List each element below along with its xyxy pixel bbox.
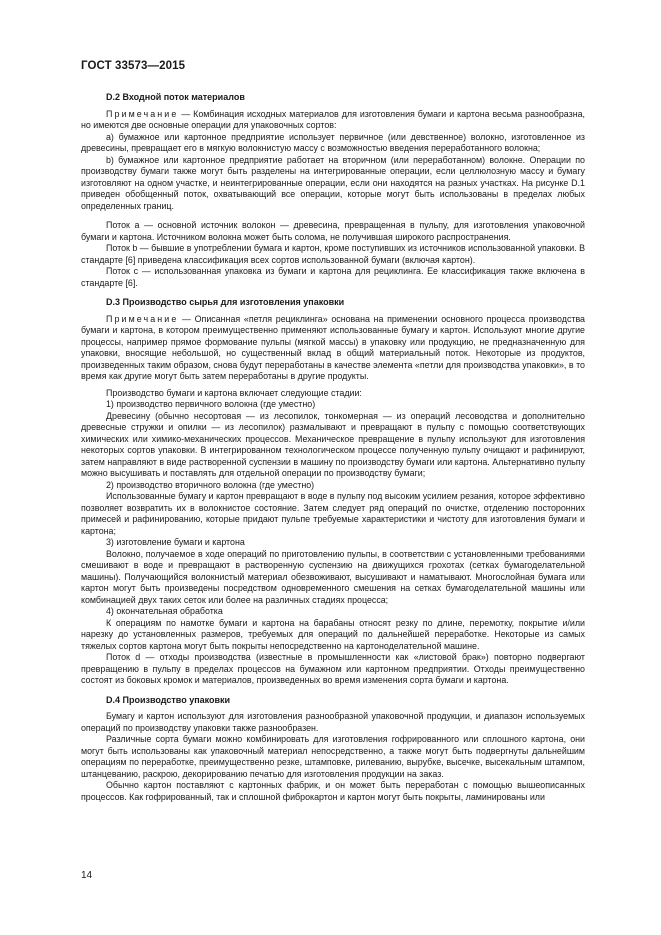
section-d4-paragraph-1: Бумагу и картон используют для изготовления разнообразной упаковочной продукции, и диапазон используемых операций по производству упаковки также разнообразен. (81, 711, 585, 733)
section-d4-paragraph-2: Различные сорта бумаги можно комбинировать для изготовления гофрированного или сплошного картона, они могут быть использованы как упаковочный материал непосредственно, а также могут быть подвергнуты дальнейшим операциям по переработке, преимущественно резке, штамповке, рилеванию, вырубке, высечке, высекальным штампом, штанцеванию, раскрою, декорированию печатью для изготовления продукции на заказ. (81, 734, 585, 779)
stage-3-text: Волокно, получаемое в ходе операций по приготовлению пульпы, в соответствии с установленными требованиями смешивают в воде и превращают в растворенную суспензию на движущихся грохотах (сетках бумагоделательной машины). Получающийся волокнистый материал обезвоживают, высушивают и наматывают. Многослойная бумага или картон могут быть произведены посредством одновременного смешения на сетках бумагоделательной машины или комбинацией двух таких сеток или более на различных стадиях процесса; (81, 548, 585, 605)
note-text: — Комбинация исходных материалов для изготовления бумаги и картона весьма разнообразна, но имеются две основные операции для упаковочных сортов: (81, 108, 585, 130)
section-d2-title: D.2 Входной поток материалов (106, 92, 245, 102)
section-d3-title: D.3 Производство сырья для изготовления упаковки (106, 297, 345, 307)
section-d4-title: D.4 Производство упаковки (106, 694, 231, 705)
stage-1-text: Древесину (обычно несортовая — из лесопилок, тонкомерная — из операций лесоводства и дополнительно древесные стружки и опилки — из лесопилок) размалывают и превращают в пульпу с помощью соответствующих химических или химико-механических процессов. Механическое превращение в пульпу используют для изготовления некоторых сортов упаковки. В интегрированном технологическом процессе полученную пульпу очищают и рафинируют, затем направляют в виде растворенной суспензии в машину по производству бумаги или картона. Альтернативно пульпу можно высушивать и поставлять для отдельной операции по производству бумаги; (81, 410, 585, 478)
stream-d-paragraph: Поток d — отходы производства (известные в промышленности как «листовой брак») повторно подвергают превращению в пульпу в пределах процессов на бумажном или картонном предприятии. Отходы преимущественно состоят из боковых кромок и материалов, произведенных во время изменения сорта бумаги и картона. (81, 652, 585, 685)
section-d2-item-b: b) бумажное или картонное предприятие работает на вторичном (или переработанном) волокне. Операции по производству бумаги также могут быть разделены на интегрированные операции, если целлюлозную массу и бумагу изготовляют на одном участке, и неинтегрированные операции, если они находятся на разных участках. На рисунке D.1 приведен обобщенный поток, охватывающий все операции, которые могут быть использованы в пределах любых определенных границ. (81, 154, 585, 211)
section-d3-note (81, 314, 585, 383)
section-d2-note (81, 109, 585, 132)
document-body (81, 92, 585, 803)
stages-intro: Производство бумаги и картона включает следующие стадии: (106, 387, 362, 398)
stream-a-paragraph: Поток а — основной источник волокон — древесина, превращенная в пульпу, для изготовления упаковочной бумаги и картона. Источником волокна может быть солома, не получившая широкого распространения. (81, 220, 585, 242)
stream-b-paragraph: Поток b — бывшие в употреблении бумага и картон, кроме поступивших из источников использованной упаковки. В стандарте [6] приведена классификация всех сортов использованной бумаги (включая картон). (81, 243, 586, 265)
stage-1-heading: 1) производство первичного волокна (где уместно) (106, 399, 316, 409)
section-d2-item-a: а) бумажное или картонное предприятие использует первичное (или девственное) волокно, изготовленное из древесины, превращает его в мягкую волокнистую массу с возможностью введения переработанного волокна; (81, 131, 585, 153)
standard-code-header: ГОСТ 33573—2015 (81, 60, 186, 72)
stream-c-paragraph: Поток с — использованная упаковка из бумаги и картона для рециклинга. Ее классификация также включена в стандарте [6]. (81, 266, 585, 288)
note-label: Примечание (106, 108, 179, 119)
stage-4-text: К операциям по намотке бумаги и картона на барабаны относят резку по длине, перемотку, покрытие и/или нарезку до установленных размеров, требуемых для операций по дальнейшей переработке. Некоторые из самых тяжелых сортов картона могут быть покрыты непосредственно на картоноделательной машине. (81, 617, 585, 651)
note-label: Примечание (106, 313, 179, 324)
note-text: — Описанная «петля рециклинга» основана на применении основного процесса производства бумаги и картона, в котором преимущественно применяют использованные бумагу и картон. Используют многие другие процессы, например прямое формование пульпы (мягкой массы) в упаковку или продукцию, не предназначенную для упаковки, вносящие небольшой, но существенный вклад в общий материальный поток. Некоторые из продуктов, произведенных таким образом, снова будут переработаны в качестве элемента «петли для производства упаковки», в то время как другие могут быть затем переработаны в другие продукты. (81, 313, 585, 381)
page-number: 14 (81, 870, 93, 881)
stage-2-heading: 2) производство вторичного волокна (где уместно) (106, 479, 315, 490)
section-d4-paragraph-3: Обычно картон поставляют с картонных фабрик, и он может быть переработан с помощью вышеописанных процессов. Как гофрированный, так и сплошной фиброкартон и картон могут быть покрыты, ламинированы или (81, 780, 585, 802)
stage-3-heading: 3) изготовление бумаги и картона (106, 537, 245, 547)
stage-2-text: Использованные бумагу и картон превращают в воде в пульпу под высоким усилием резания, которое эффективно позволяет возвратить их в волокнистое состояние. Затем следует ряд операций по очистке, отделению посторонних примесей и рафинированию, которые придают пульпе требуемые характеристики и чистоту для изготовления бумаги и картона; (81, 491, 585, 536)
stage-4-heading: 4) окончательная обработка (106, 606, 223, 616)
